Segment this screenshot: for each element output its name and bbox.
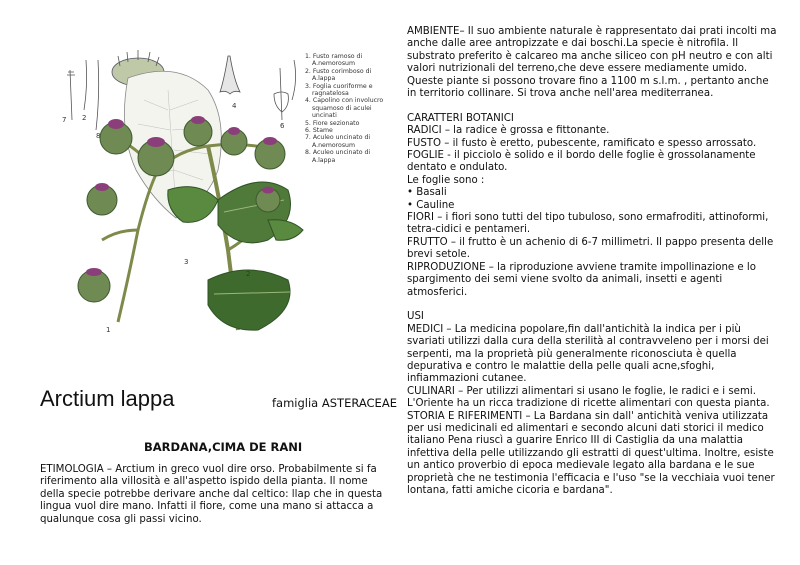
legend-line: A.nemorosum [312, 141, 355, 149]
legend-line: 5. Fiore sezionato [305, 119, 360, 127]
legend-line: squamoso di aculei [312, 104, 372, 112]
legend-line: uncinati [312, 112, 337, 120]
common-name-heading: BARDANA,CIMA DE RANI [144, 440, 303, 454]
radici-paragraph: RADICI – la radice è grossa e fittonante. [407, 125, 610, 137]
svg-text:2: 2 [82, 114, 87, 122]
legend-line: 6. Stame [305, 127, 333, 135]
frutto-paragraph: FRUTTO – il frutto è un achenio di 6-7 millimetri. Il pappo presenta delle brevi setole. [407, 236, 774, 261]
legend-line: 7. Aculeo uncinato di [305, 134, 371, 142]
cauline-bullet: • Cauline [407, 199, 455, 211]
fiori-paragraph: FIORI – i fiori sono tutti del tipo tubuloso, sono ermafroditi, attinoformi, tetra-cidici e pentameri. [407, 212, 769, 236]
fusto-paragraph: FUSTO – il fusto è eretto, pubescente, ramificato e spesso arrossato. [407, 137, 757, 149]
svg-text:7: 7 [62, 116, 67, 124]
riproduzione-paragraph: RIPRODUZIONE – la riproduzione avviene tramite impollinazione e lo spargimento dei semi viene svolto da animali, insetti e agenti atmosferici. [407, 261, 756, 298]
legend-line: 1. Fusto ramoso di [305, 53, 363, 60]
legend-line: A.lappa [312, 75, 336, 83]
svg-text:4: 4 [232, 102, 237, 110]
svg-text:3: 3 [184, 258, 189, 266]
foglie-sono-line: Le foglie sono : [407, 174, 485, 186]
svg-text:2: 2 [246, 270, 251, 278]
legend-line: 3. Foglia cuoriforme e [305, 82, 373, 90]
legend-line: 4. Capolino con involucro [305, 97, 384, 105]
legend-line: A.lappa [312, 156, 336, 164]
storia-paragraph: STORIA E RIFERIMENTI – La Bardana sin dall' antichità veniva utilizzata per usi medicinali ed alimentari e secondo alcuni dati storici il medico italiano Pena riuscì a guarire Enrico III di Castiglia da una malattia infettiva della pelle utilizzando gli estratti di quest'ultima. Inoltre, esiste un antico proverbio di epoca medievale legato alla bardana e le sue proprietà che ne testimonia l'efficacia e l'uso "se la vecchiaia vuoi tener lontana, fatti amiche cicoria e bardana". [407, 410, 775, 496]
green-leaves [168, 182, 303, 330]
etimologia-paragraph: ETIMOLOGIA – Arctium in greco vuol dire orso. Probabilmente si fa riferimento alla villosità e all'aspetto ispido della pianta. Il nome della specie potrebbe derivare anche dal celtico: llap che in questa lingua vuol dire mano. Infatti il fiore, come una mano si attacca a qualunque cosa gli passi vicino. [40, 464, 383, 525]
svg-text:1: 1 [106, 326, 111, 334]
species-name: Arctium lappa [40, 386, 175, 411]
svg-text:8: 8 [96, 132, 101, 140]
legend-line: A.nemorosum [312, 60, 355, 68]
legend-line: ragnatelosa [312, 90, 349, 98]
legend-line: 8. Aculeo uncinato di [305, 149, 371, 157]
illustration-legend [305, 53, 397, 164]
caratteri-heading: CARATTERI BOTANICI [407, 112, 514, 124]
family-name: famiglia ASTERACEAE [272, 396, 397, 410]
basali-bullet: • Basali [407, 187, 447, 199]
description-column [407, 26, 779, 497]
ambiente-paragraph: AMBIENTE– Il suo ambiente naturale è rappresentato dai prati incolti ma anche dalle aree antropizzate e dai boschi.La specie è nitrofila. Il substrato preferito è calcareo ma anche siliceo con pH neutro e con alti valori nutrizionali del terreno,che deve essere mediamente umido. Queste piante si possono trovare fino a 1100 m s.l.m. , pertanto anche in territorio collinare. Si trova anche nell'area mediterranea. [407, 26, 777, 100]
culinari-paragraph: CULINARI – Per utilizzi alimentari si usano le foglie, le radici e i semi. L'Oriente ha un ricca tradizione di ricette alimentari con questa pianta. [407, 385, 770, 410]
foglie-paragraph: FOGLIE - il picciolo è solido e il bordo delle foglie è grossolanamente dentato e ondulato. [407, 150, 756, 174]
medici-paragraph: MEDICI – La medicina popolare,fin dall'antichità la indica per i più svariati utilizzi dalla cura della sterilità al contravveleno per i morsi dei serpenti, ma la proprietà più generalmente riconosciuta è quella depurativa e contro le malattie della pelle quali acne,sfoghi, infiammazioni cutanee. [407, 323, 769, 385]
legend-line: 2. Fusto corimboso di [305, 67, 372, 75]
svg-text:6: 6 [280, 122, 285, 130]
usi-heading: USI [407, 311, 424, 323]
